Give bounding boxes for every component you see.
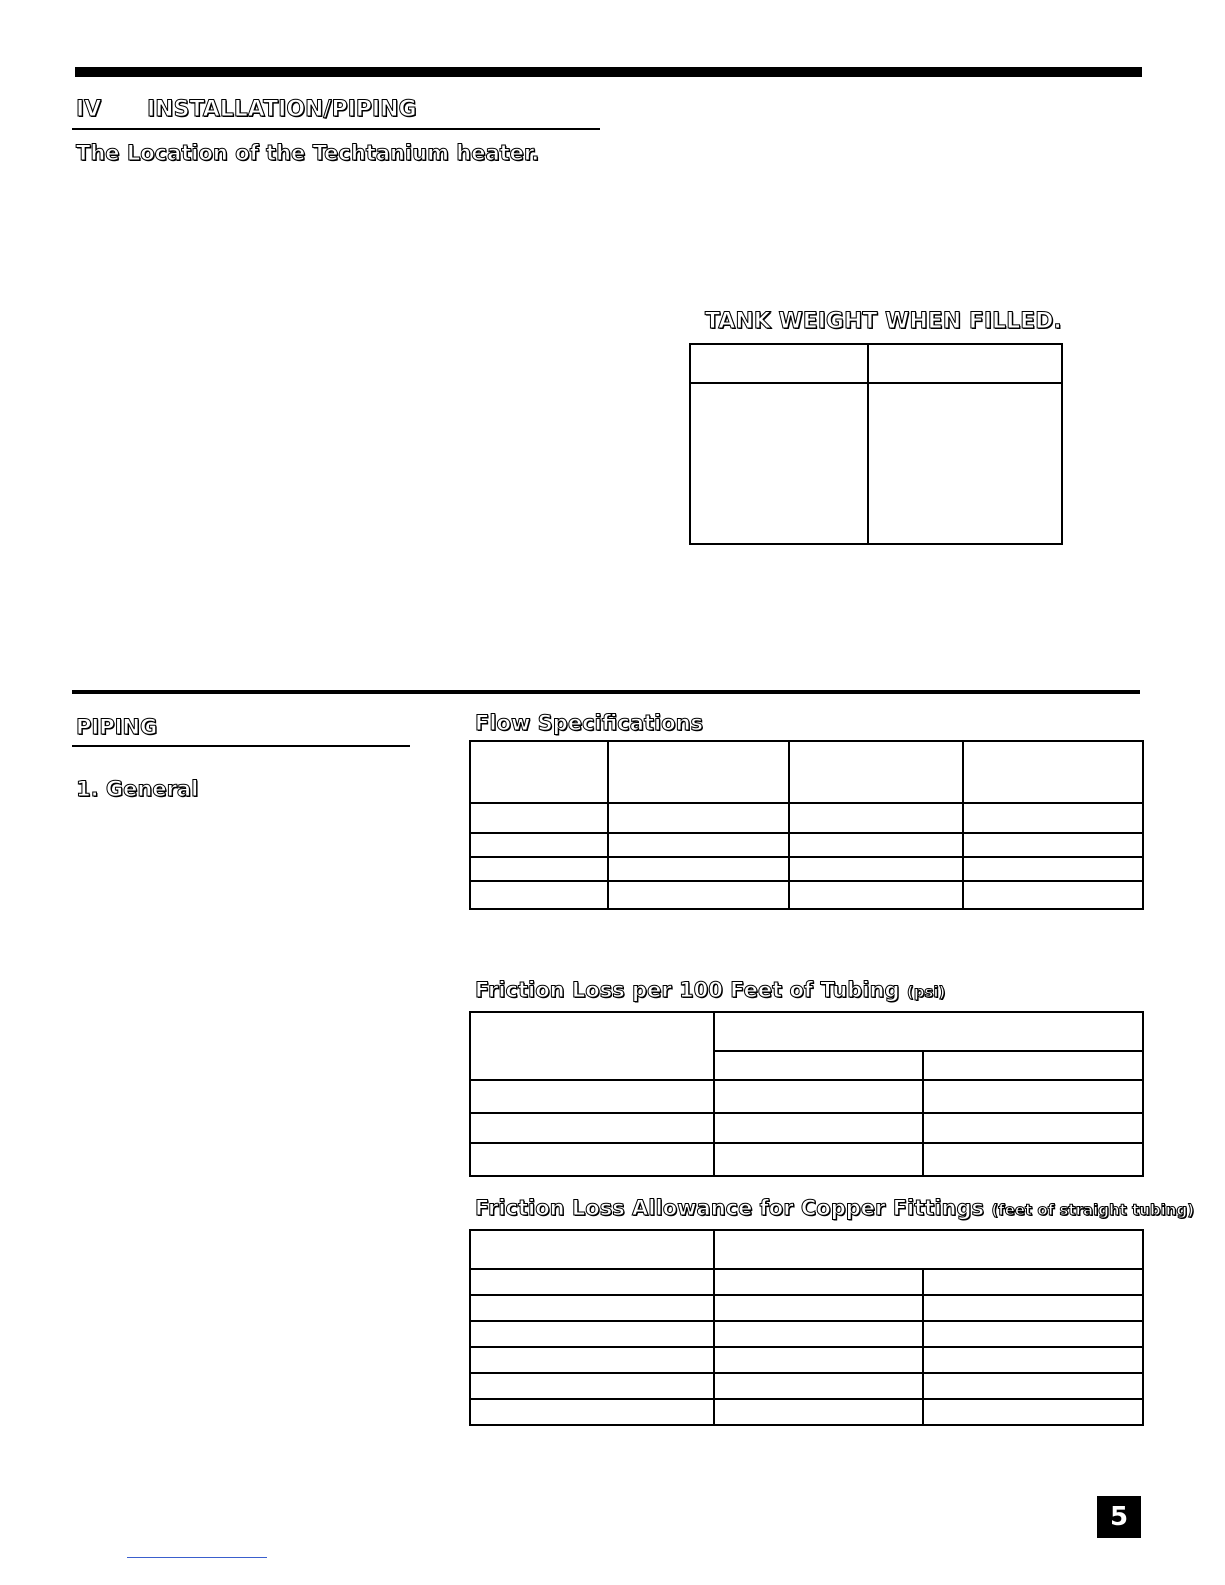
table-cell [923,1347,1143,1373]
table-cell [714,1295,923,1321]
table-cell [470,833,608,857]
table-cell [714,1113,923,1143]
footer-link-line [127,1557,267,1558]
table-cell [608,881,789,909]
table-cell [714,1373,923,1399]
tank-weight-title: TANK WEIGHT WHEN FILLED. [705,309,1062,334]
table-cell [714,1012,1143,1051]
table-cell [923,1399,1143,1425]
table-cell [470,1347,714,1373]
table-cell [470,1373,714,1399]
table-cell [470,1080,714,1113]
table-cell [714,1080,923,1113]
table-cell [470,1399,714,1425]
table-cell [963,881,1143,909]
table-cell [923,1113,1143,1143]
table-cell [923,1321,1143,1347]
tank-weight-header-rule [691,382,1061,384]
flow-specs-table [469,740,1144,910]
table-cell [963,833,1143,857]
table-cell [470,1012,714,1080]
section-number: IV [76,97,102,122]
table-cell [963,857,1143,881]
table-cell [714,1143,923,1176]
table-cell [923,1373,1143,1399]
table-cell [470,803,608,833]
table-cell [714,1051,923,1080]
table-cell [470,1321,714,1347]
table-cell [923,1051,1143,1080]
friction-fittings-title-text: Friction Loss Allowance for Copper Fittings [475,1196,984,1220]
table-cell [789,803,963,833]
friction-fittings-title [475,1196,1194,1220]
table-cell [470,741,608,803]
table-cell [714,1399,923,1425]
table-cell [470,1230,714,1269]
table-cell [470,857,608,881]
table-cell [963,741,1143,803]
table-cell [470,1143,714,1176]
table-cell [608,833,789,857]
table-cell [789,881,963,909]
table-cell [714,1347,923,1373]
table-cell [789,833,963,857]
friction-tubing-unit: (psi) [906,983,946,1001]
table-cell [470,881,608,909]
table-cell [789,857,963,881]
friction-tubing-title [475,978,945,1002]
friction-fittings-table [469,1229,1144,1426]
mid-divider [72,690,1140,694]
friction-fittings-unit: (feet of straight tubing) [991,1201,1195,1219]
top-bar [75,67,1142,77]
section-title: INSTALLATION/PIPING [147,97,417,122]
table-cell [470,1269,714,1295]
table-cell [963,803,1143,833]
piping-title: PIPING [76,715,158,739]
section-underline [72,128,600,130]
flow-specs-title: Flow Specifications [475,711,704,735]
page-number: 5 [1097,1496,1141,1538]
table-cell [923,1080,1143,1113]
table-cell [608,741,789,803]
table-cell [714,1321,923,1347]
table-cell [714,1269,923,1295]
table-cell [923,1295,1143,1321]
friction-tubing-title-text: Friction Loss per 100 Feet of Tubing [475,978,900,1002]
general-heading: 1. General [76,777,199,801]
table-cell [923,1269,1143,1295]
piping-underline [72,745,410,747]
table-cell [714,1230,1143,1269]
table-cell [470,1113,714,1143]
table-cell [608,857,789,881]
table-cell [923,1143,1143,1176]
tank-weight-column-divider [867,345,869,543]
table-cell [470,1295,714,1321]
table-cell [608,803,789,833]
table-cell [789,741,963,803]
tank-weight-table [689,343,1063,545]
section-subtitle: The Location of the Techtanium heater. [76,141,540,165]
friction-tubing-table [469,1011,1144,1177]
